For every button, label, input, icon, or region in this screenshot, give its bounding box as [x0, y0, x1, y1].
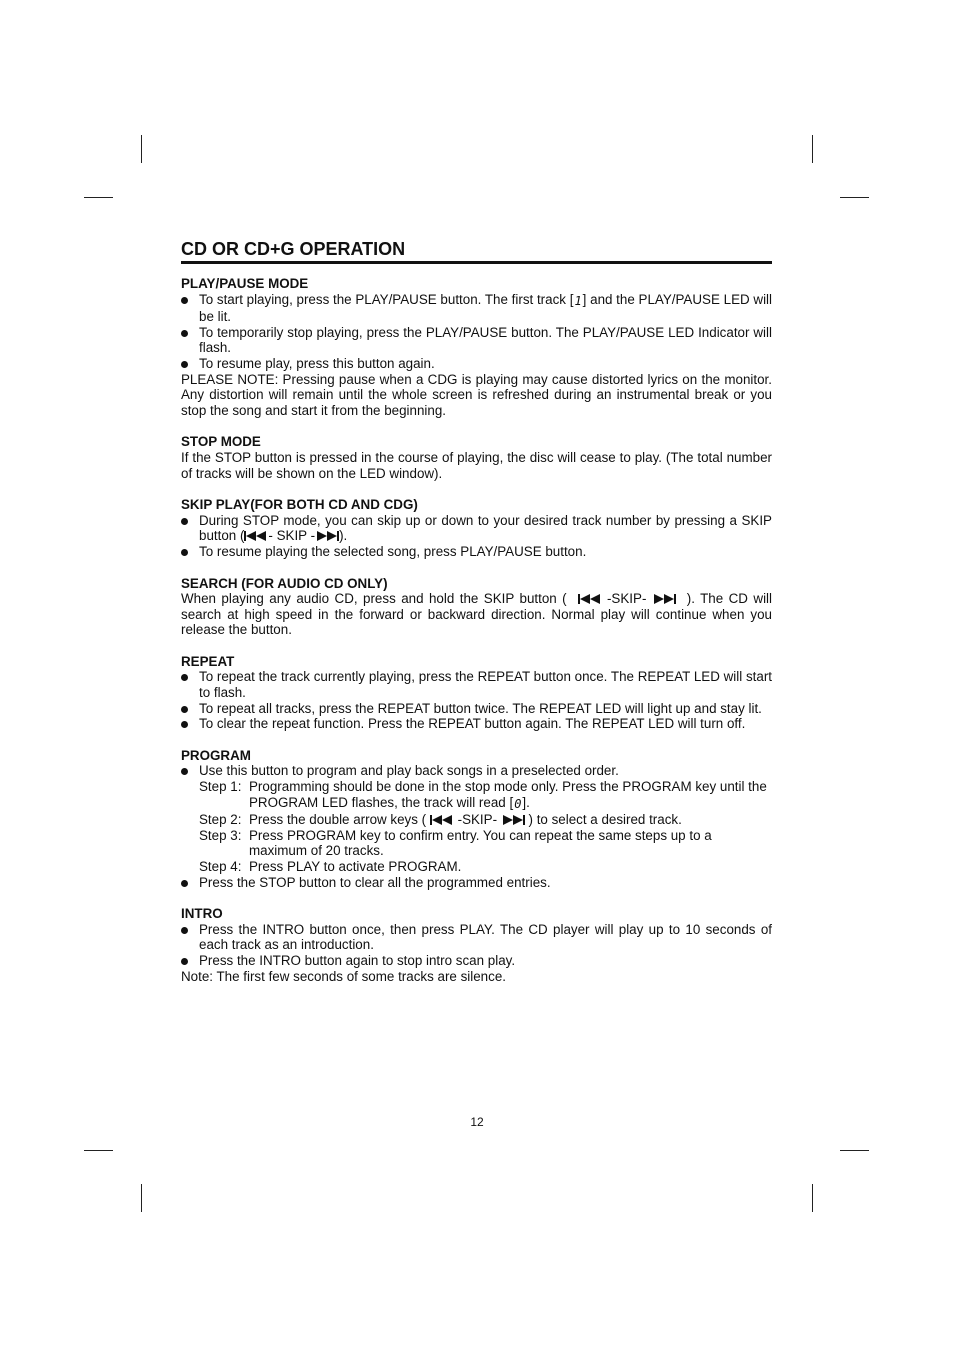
text: When playing any audio CD, press and hold the SKIP button (: [181, 591, 567, 607]
section-heading: SKIP PLAY(FOR BOTH CD AND CDG): [181, 497, 418, 513]
program-step: [181, 828, 772, 859]
text: To start playing, press the PLAY/PAUSE button. The first track [: [199, 291, 574, 307]
skip-back-icon: [244, 531, 268, 541]
page-number: 12: [470, 1115, 484, 1129]
skip-section: [181, 497, 772, 559]
repeat-section: [181, 654, 772, 732]
step-text: [249, 812, 772, 828]
program-section: [181, 748, 772, 890]
list-item: Use this button to program and play back songs in a preselected order.: [181, 763, 772, 779]
list-item: To clear the repeat function. Press the REPEAT button again. The REPEAT LED will turn off.: [181, 716, 772, 732]
note: PLEASE NOTE: Pressing pause when a CDG is playing may cause distorted lyrics on the monitor. Any distortion will remain until the whole screen is refreshed during an instrumental break or you stop the song and start it from the beginning.: [181, 371, 772, 418]
text: ].: [522, 794, 530, 810]
text: -SKIP-: [457, 812, 498, 828]
crop-mark: [812, 135, 813, 163]
step-label: Step 3:: [199, 827, 242, 843]
section-heading: PLAY/PAUSE MODE: [181, 276, 309, 291]
section-heading: REPEAT: [181, 653, 235, 669]
step-label: Step 4:: [199, 859, 242, 874]
text: ).: [339, 528, 348, 544]
step-text: [249, 779, 772, 812]
crop-mark: [84, 197, 113, 198]
text: Programming should be done in the stop mode only. Press the PROGRAM key until the PROGRAM LED flashes, the track will read [: [249, 779, 767, 810]
text: Press the double arrow keys (: [249, 812, 427, 828]
section-heading: SEARCH (FOR AUDIO CD ONLY): [181, 575, 388, 591]
list-item: [181, 292, 772, 325]
list-item: To resume play, press this button again.: [181, 356, 772, 372]
crop-mark: [84, 1150, 113, 1151]
manual-page: [181, 238, 772, 1000]
page-title: CD OR CD+G OPERATION: [181, 238, 772, 264]
text: ). The CD will search at high speed in the forward or backward direction. Normal play will continue when you release the button.: [181, 591, 773, 638]
skip-forward-icon: [652, 594, 676, 604]
section-heading: INTRO: [181, 906, 223, 922]
step-text: Press PROGRAM key to confirm entry. You can repeat the same steps up to a maximum of 20 tracks.: [249, 827, 712, 859]
crop-mark: [840, 197, 869, 198]
crop-mark: [812, 1184, 813, 1212]
list-item: Press the INTRO button once, then press PLAY. The CD player will play up to 10 seconds of each track as an introduction.: [181, 922, 772, 953]
crop-mark: [840, 1150, 869, 1151]
program-step: [181, 812, 772, 828]
note: Note: The first few seconds of some tracks are silence.: [181, 968, 506, 984]
crop-mark: [141, 135, 142, 163]
step-label: Step 2:: [199, 812, 242, 828]
crop-mark: [141, 1184, 142, 1212]
search-section: [181, 576, 772, 638]
program-step: [181, 779, 772, 812]
text: ] and the PLAY/PAUSE LED will be lit.: [199, 291, 772, 325]
skip-back-icon: [578, 594, 602, 604]
list-item: To temporarily stop playing, press the PLAY/PAUSE button. The PLAY/PAUSE LED Indicator will flash.: [181, 325, 772, 356]
led-digit-zero-icon: 0: [514, 796, 522, 811]
list-item: Press the INTRO button again to stop intro scan play.: [181, 953, 772, 969]
text: During STOP mode, you can skip up or down to your desired track number by pressing a SKIP button (: [199, 512, 772, 544]
paragraph: If the STOP button is pressed in the course of playing, the disc will cease to play. (The total number of tracks will be shown on the LED window).: [181, 449, 772, 481]
skip-forward-icon: [315, 531, 339, 541]
skip-back-icon: [430, 815, 454, 825]
section-heading: STOP MODE: [181, 434, 261, 450]
intro-section: [181, 906, 772, 984]
list-item: Press the STOP button to clear all the programmed entries.: [181, 875, 772, 891]
step-label: Step 1:: [199, 779, 242, 795]
list-item: To repeat the track currently playing, press the REPEAT button once. The REPEAT LED will start to flash.: [181, 669, 772, 700]
skip-forward-icon: [501, 815, 525, 825]
led-digit-one-icon: 1: [574, 293, 582, 308]
list-item: [181, 513, 772, 544]
text: -SKIP-: [606, 591, 647, 607]
text: ) to select a desired track.: [528, 812, 682, 828]
section-heading: PROGRAM: [181, 747, 251, 763]
play-pause-section: [181, 276, 772, 418]
paragraph: [181, 591, 772, 638]
list-item: To resume playing the selected song, press PLAY/PAUSE button.: [181, 544, 772, 560]
step-text: Press PLAY to activate PROGRAM.: [249, 859, 462, 874]
stop-section: [181, 434, 772, 481]
program-step: [181, 859, 772, 875]
list-item: To repeat all tracks, press the REPEAT button twice. The REPEAT LED will light up and stay lit.: [181, 701, 772, 717]
text: - SKIP -: [268, 528, 316, 544]
